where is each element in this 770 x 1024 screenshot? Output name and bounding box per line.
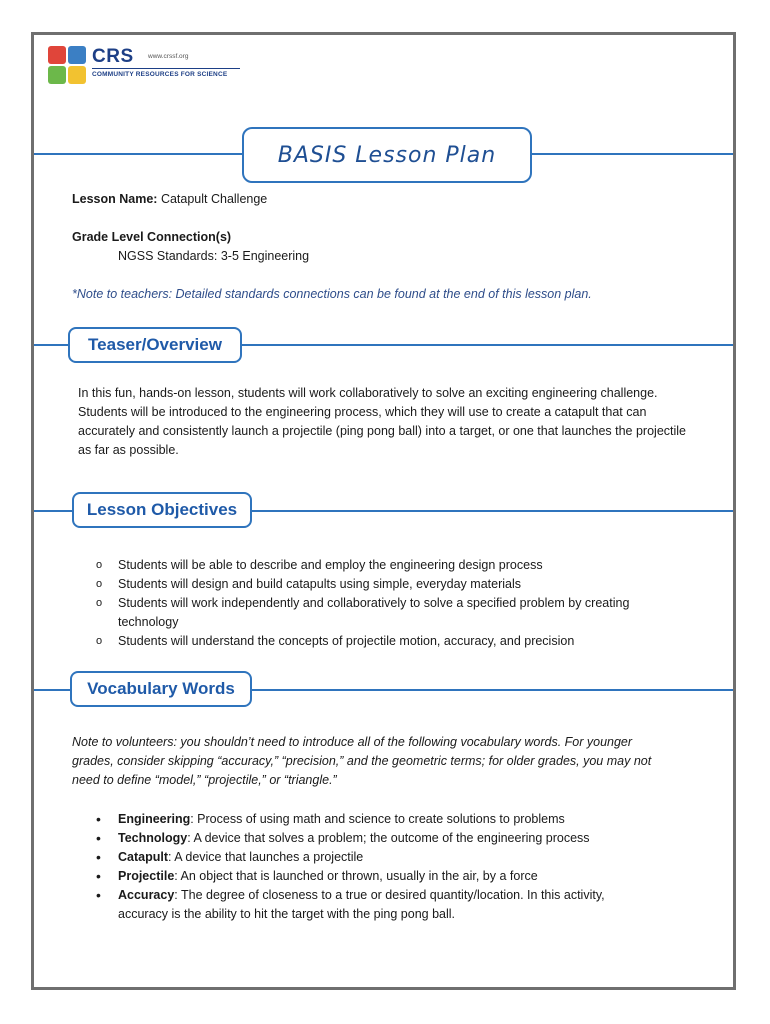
teacher-note: *Note to teachers: Detailed standards connections can be found at the end of this lesson plan.	[72, 287, 592, 301]
vocab-term: Projectile	[118, 869, 175, 883]
vocab-term: Technology	[118, 831, 188, 845]
teaser-body: In this fun, hands-on lesson, students will work collaboratively to solve an exciting engineering challenge. Students will be introduced to the engineering process, which they will use to create a catapult that can accurately and consistently launch a projectile (ping pong ball) into a target, or one that launches the projectile as far as possible.	[78, 386, 687, 457]
lesson-name-label: Lesson Name:	[72, 192, 158, 206]
grade-level-label: Grade Level Connection(s)	[72, 230, 232, 244]
vocabulary-heading-box	[70, 671, 252, 707]
page-title: BASIS Lesson Plan	[277, 142, 497, 168]
vocab-definition: : An object that is launched or thrown, usually in the air, by a force	[174, 869, 538, 883]
vocab-term: Engineering	[118, 812, 191, 826]
objective-item: o Students will work independently and collaboratively to solve a specified problem by creating technology	[88, 594, 648, 632]
vocab-item	[88, 886, 648, 924]
logo-tiles-icon	[48, 46, 88, 86]
title-box	[242, 127, 532, 183]
vocab-definition: : The degree of closeness to a true or desired quantity/location. In this activity, accuracy is the ability to hit the target with the ping pong ball.	[118, 888, 605, 921]
vocab-definition: : Process of using math and science to create solutions to problems	[190, 812, 565, 826]
vocabulary-heading: Vocabulary Words	[87, 679, 235, 698]
objective-item: o Students will understand the concepts of projectile motion, accuracy, and precision	[88, 632, 648, 651]
teaser-heading: Teaser/Overview	[88, 335, 222, 354]
vocab-definition: : A device that solves a problem; the outcome of the engineering process	[187, 831, 590, 845]
objective-item: o Students will design and build catapults using simple, everyday materials	[88, 575, 648, 594]
vocab-item	[88, 867, 648, 886]
grade-level-value: NGSS Standards: 3-5 Engineering	[118, 249, 310, 263]
objectives-heading: Lesson Objectives	[86, 500, 238, 519]
lesson-name	[72, 190, 267, 209]
vocab-term: Catapult	[118, 850, 168, 864]
vocab-item	[88, 810, 648, 829]
vocab-term: Accuracy	[118, 888, 175, 902]
lesson-name-value: Catapult Challenge	[160, 192, 268, 206]
teaser-heading-box	[68, 327, 242, 363]
vocabulary-note: Note to volunteers: you shouldn’t need to introduce all of the following vocabulary words. For younger grades, consider skipping “accuracy,” “precision,” and the geometric terms; for older grades, you may not need to define “model,” “projectile,” or “triangle.”	[72, 735, 652, 787]
logo-name: CRS	[92, 46, 134, 67]
objective-item: o Students will be able to describe and employ the engineering design process	[88, 556, 648, 575]
vocab-definition: : A device that launches a projectile	[168, 850, 364, 864]
vocabulary-list	[88, 810, 648, 924]
objectives-list-wrap	[88, 556, 648, 651]
logo-url: www.crssf.org	[148, 53, 189, 60]
objectives-list	[88, 556, 648, 651]
vocab-item	[88, 848, 648, 867]
logo-divider	[92, 68, 240, 69]
vocab-item	[88, 829, 648, 848]
crs-logo	[48, 46, 248, 90]
vocabulary-list-wrap	[88, 810, 648, 924]
objectives-heading-box	[72, 492, 252, 528]
document-page	[31, 32, 736, 990]
logo-subtitle: COMMUNITY RESOURCES FOR SCIENCE	[92, 71, 228, 78]
